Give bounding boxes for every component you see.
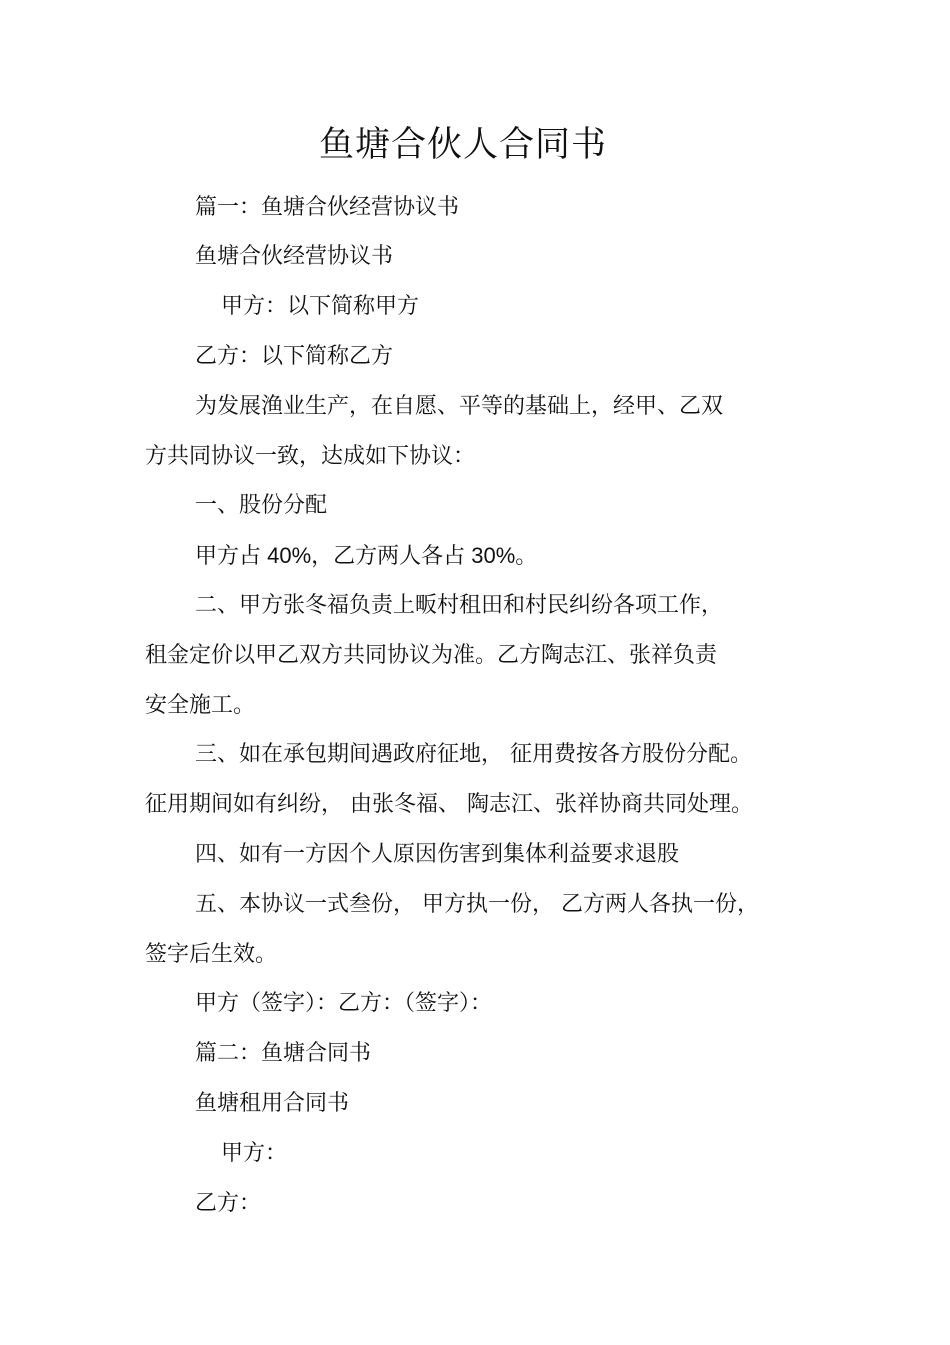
preamble-line-2: 方共同协议一致，达成如下协议： bbox=[145, 444, 476, 469]
section-heading-part-two: 篇二：鱼塘合同书 bbox=[195, 1041, 372, 1066]
clause-2-line-3: 安全施工。 bbox=[145, 693, 256, 718]
agreement-title: 鱼塘合伙经营协议书 bbox=[195, 244, 394, 269]
section-heading-part-one: 篇一：鱼塘合伙经营协议书 bbox=[195, 195, 460, 220]
signature-line: 甲方（签字）：乙方：（签字）： bbox=[195, 991, 493, 1016]
clause-1-shares: 甲方占 40%，乙方两人各占 30%。 bbox=[195, 543, 538, 568]
party-a-line: 甲方：以下简称甲方 bbox=[221, 294, 420, 319]
clause-2-line-2: 租金定价以甲乙双方共同协议为准。乙方陶志江、张祥负责 bbox=[145, 643, 718, 668]
clause-3-line-2: 征用期间如有纠纷， 由张冬福、 陶志江、张祥协商共同处理。 bbox=[145, 792, 753, 817]
clause-1-heading: 一、股份分配 bbox=[195, 493, 328, 518]
lease-contract-title: 鱼塘租用合同书 bbox=[195, 1091, 350, 1116]
clause-5-line-1: 五、本协议一式叁份， 甲方执一份， 乙方两人各执一份， bbox=[195, 892, 759, 917]
document-title: 鱼塘合伙人合同书 bbox=[318, 125, 607, 165]
lease-party-b-line: 乙方： bbox=[195, 1191, 262, 1216]
clause-3-line-1: 三、如在承包期间遇政府征地， 征用费按各方股份分配。 bbox=[195, 742, 752, 767]
party-b-line: 乙方：以下简称乙方 bbox=[195, 344, 394, 369]
clause-2-line-1: 二、甲方张冬福负责上畈村租田和村民纠纷各项工作， bbox=[195, 593, 724, 618]
clause-4-line: 四、如有一方因个人原因伤害到集体利益要求退股 bbox=[195, 842, 680, 867]
preamble-line-1: 为发展渔业生产，在自愿、平等的基础上，经甲、乙双 bbox=[195, 394, 724, 419]
lease-party-a-line: 甲方： bbox=[221, 1141, 288, 1166]
clause-5-line-2: 签字后生效。 bbox=[145, 942, 278, 967]
